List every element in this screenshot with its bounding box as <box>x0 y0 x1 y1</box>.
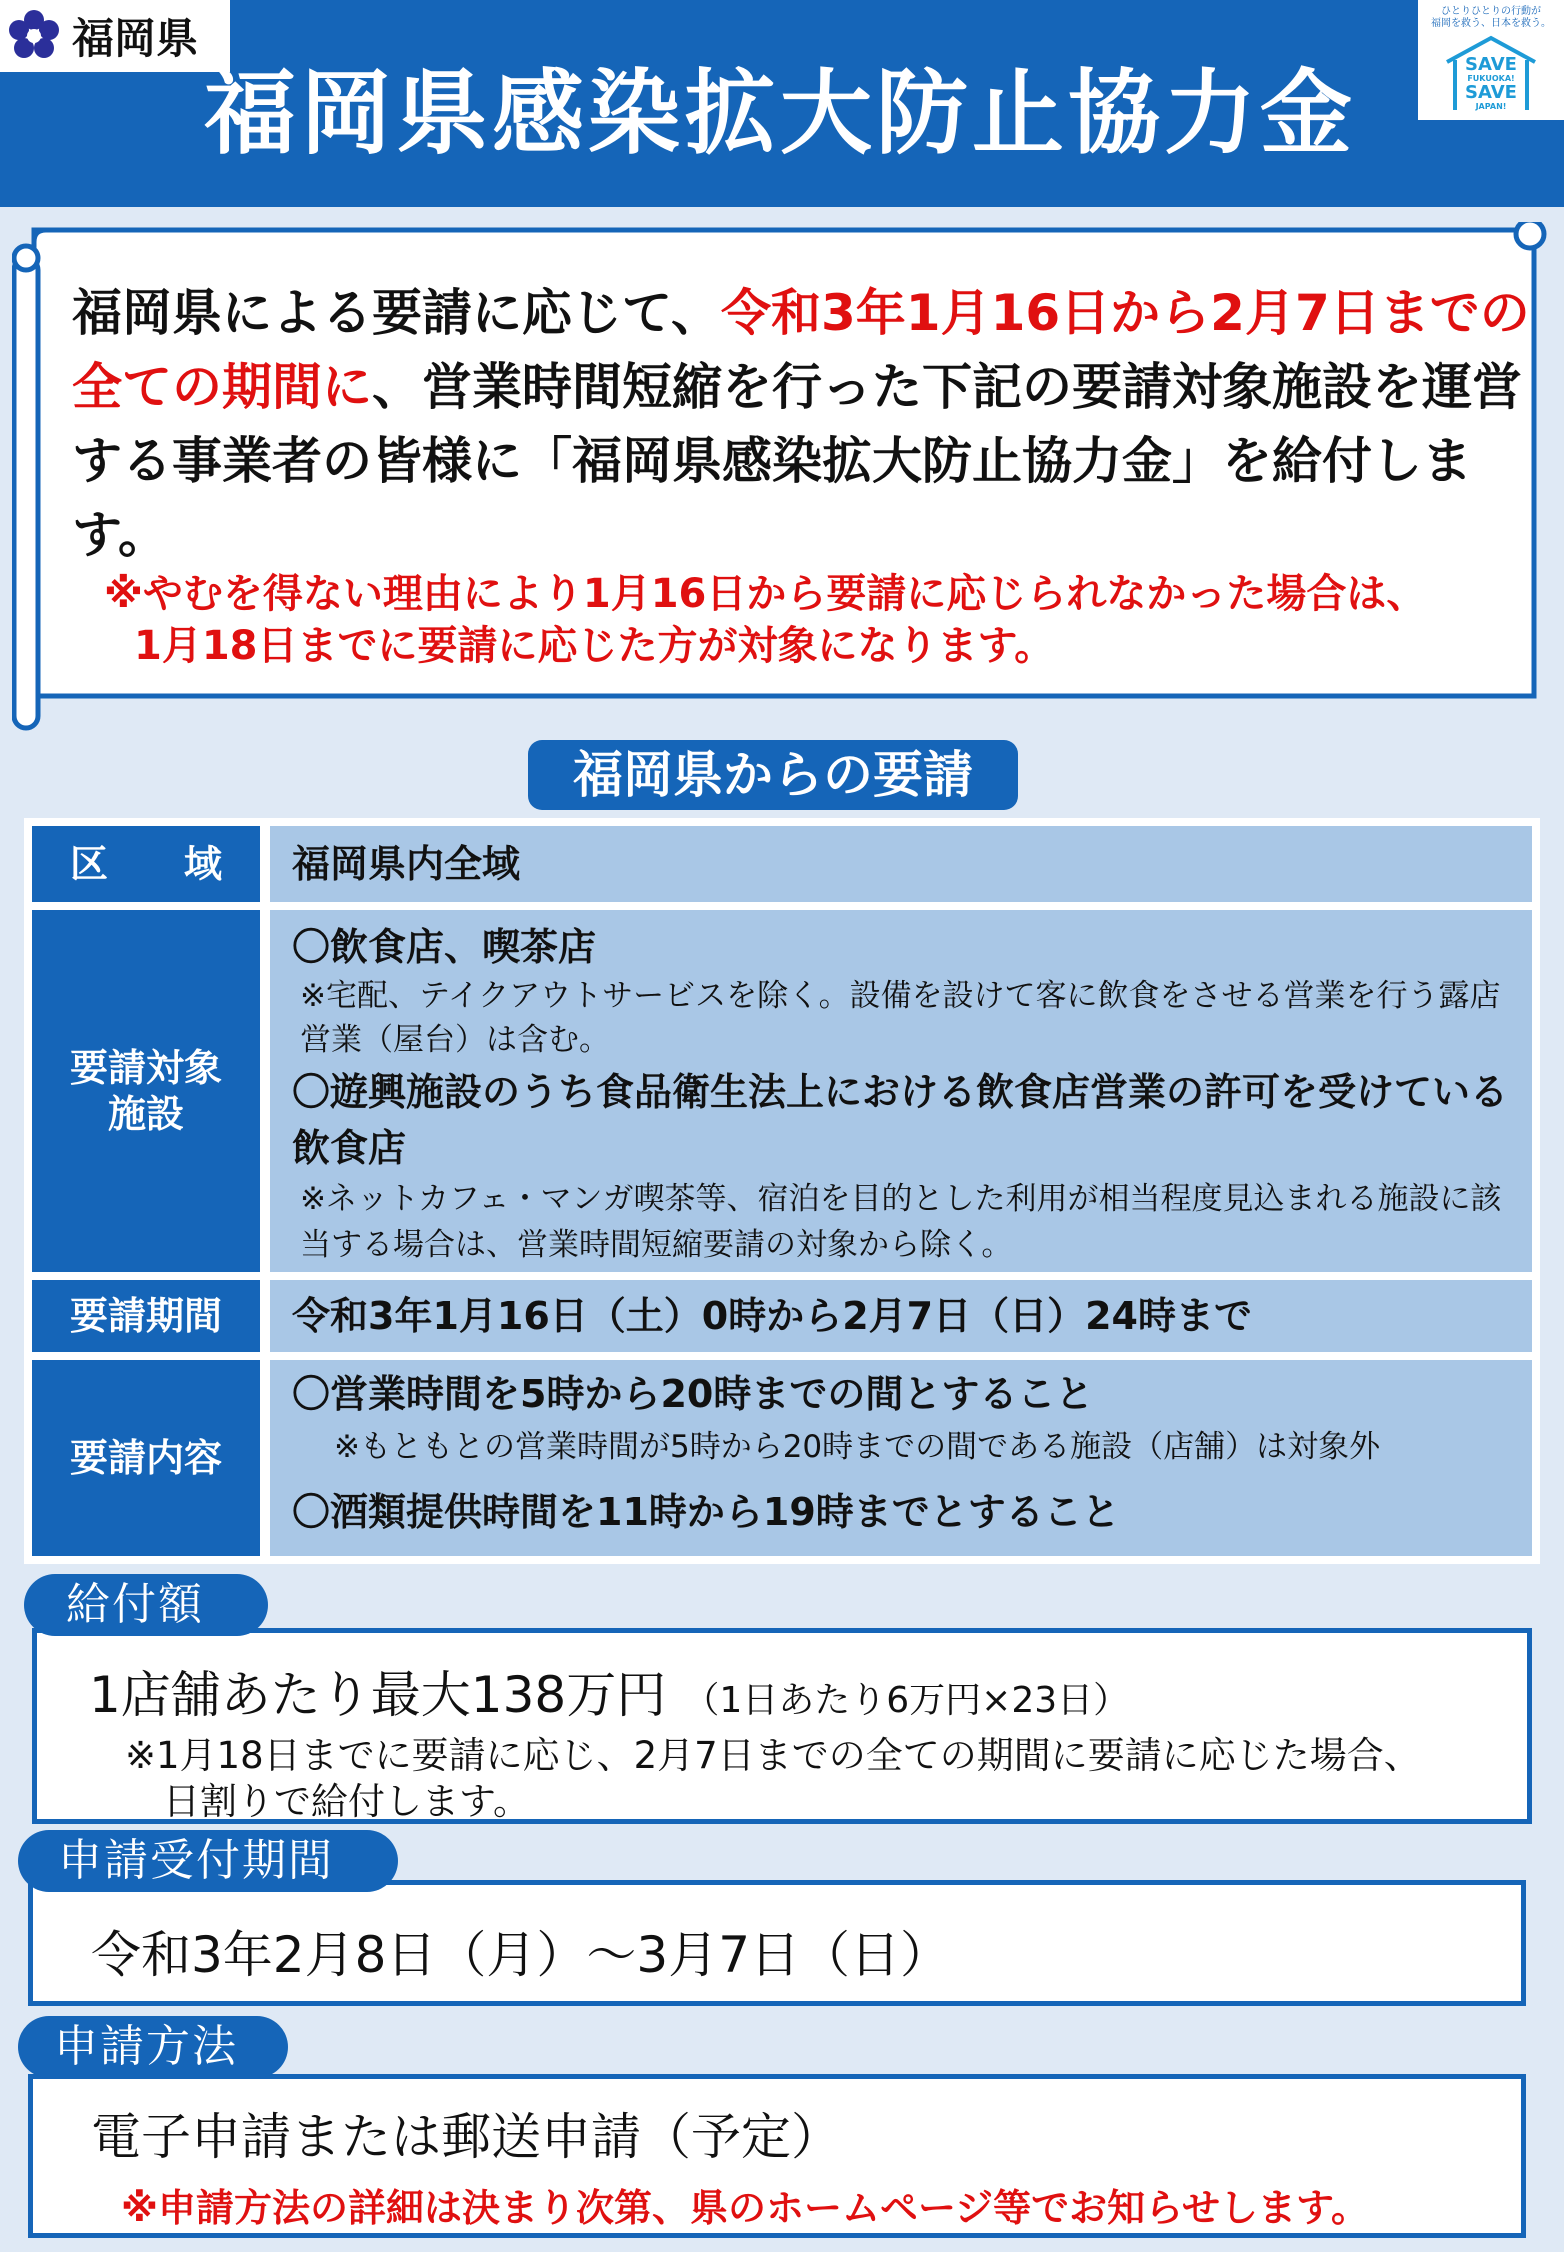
slogan: ひとりひとりの行動が 福岡を救う、日本を救う。 <box>1431 6 1551 29</box>
method-tab: 申請方法 <box>18 2016 288 2078</box>
prefecture-name: 福岡県 <box>72 14 199 63</box>
header-banner <box>0 0 1564 207</box>
method-note: ※申請方法の詳細は決まり次第、県のホームページ等でお知らせします。 <box>121 2186 1370 2230</box>
logo-line4: JAPAN! <box>1475 102 1507 111</box>
page-title: 福岡県感染拡大防止協力金 <box>203 60 1356 167</box>
row-value-facilities: 〇飲食店、喫茶店 ※宅配、テイクアウトサービスを除く。設備を設けて客に飲食をさせる営業を行う露店営業（屋台）は含む。 〇遊興施設のうち食品衛生法上における飲食店営業の許可を受けている飲食店 ※ネットカフェ・マンガ喫茶等、宿泊を目的とした利用が相当程度見込まれる施設に該当する場合は、営業時間短縮要請の対象から除く。 <box>270 910 1532 1272</box>
row-label-area: 区 域 <box>32 826 260 902</box>
table-row <box>32 1360 1532 1556</box>
request-table <box>24 818 1540 1564</box>
method-value: 電子申請または郵送申請（予定） <box>91 2108 841 2166</box>
save-fukuoka-logo <box>1418 0 1564 120</box>
intro-text: 福岡県による要請に応じて、令和3年1月16日から2月7日までの全ての期間に、営業時間短縮を行った下記の要請対象施設を運営する事業者の皆様に「福岡県感染拡大防止協力金」を給付します。 <box>72 284 1530 564</box>
table-row <box>32 910 1532 1272</box>
method-box <box>28 2074 1526 2238</box>
intro-scroll <box>12 222 1554 734</box>
payment-tab: 給付額 <box>24 1574 268 1636</box>
intro-period: 令和3年1月16日から2月7日までの全ての期間に <box>72 284 1530 416</box>
payment-note: ※1月18日までに要請に応じ、2月7日までの全ての期間に要請に応じた場合、 日割りで給付します。 <box>125 1734 1421 1823</box>
row-value-area: 福岡県内全域 <box>270 826 1532 902</box>
row-label-period: 要請期間 <box>32 1280 260 1352</box>
payment-detail: （1日あたり6万円×23日） <box>683 1680 1130 1721</box>
period-box <box>28 1880 1526 2006</box>
logo-line1: SAVE <box>1465 54 1517 75</box>
row-value-content: 〇営業時間を5時から20時までの間とすること ※もともとの営業時間が5時から20時までの間である施設（店舗）は対象外 〇酒類提供時間を11時から19時までとすること <box>270 1360 1532 1556</box>
period-value: 令和3年2月8日（月）～3月7日（日） <box>91 1926 951 1984</box>
payment-box <box>32 1628 1532 1824</box>
payment-amount: 1店舗あたり最大138万円 <box>89 1666 667 1724</box>
house-icon <box>1441 34 1541 114</box>
logo-line3: SAVE <box>1465 82 1517 103</box>
row-label-facilities: 要請対象 施設 <box>32 910 260 1272</box>
intro-note: ※やむを得ない理由により1月16日から要請に応じられなかった場合は、 1月18日までに要請に応じた方が対象になります。 <box>104 571 1427 669</box>
table-row <box>32 1280 1532 1352</box>
period-tab: 申請受付期間 <box>18 1830 398 1892</box>
request-section-title: 福岡県からの要請 <box>528 740 1018 810</box>
logo-line2: FUKUOKA! <box>1467 74 1515 83</box>
prefecture-emblem-icon <box>6 8 62 64</box>
table-row <box>32 826 1532 902</box>
row-label-content: 要請内容 <box>32 1360 260 1556</box>
row-value-period: 令和3年1月16日（土）0時から2月7日（日）24時まで <box>270 1280 1532 1352</box>
